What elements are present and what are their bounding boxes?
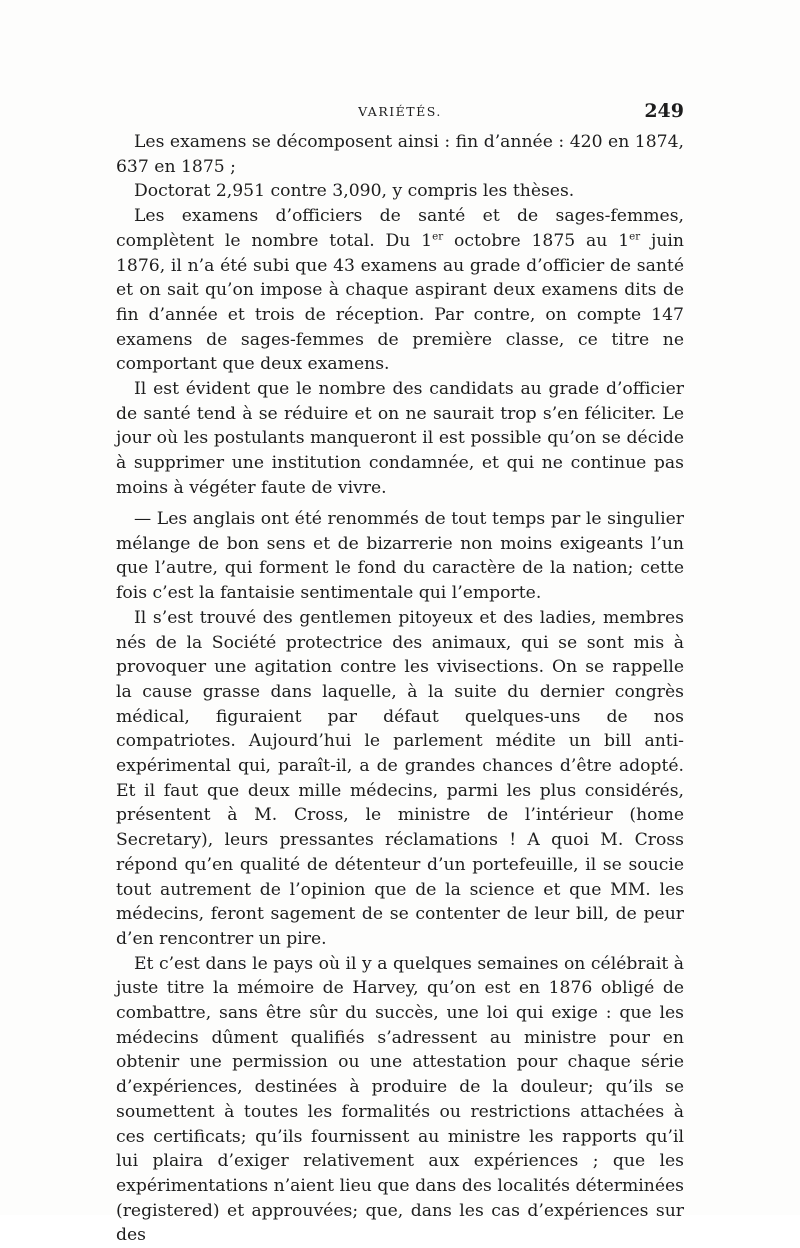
paragraph-doctorat: Doctorat 2,951 contre 3,090, y compris les thèses.: [134, 181, 575, 202]
superscript-er: er: [432, 230, 444, 243]
paragraph-anglais: — Les anglais ont été renommés de tout temps par le singulier mélange de bon sens et de bizarrerie non moins exigeants l’un que l’autre, qui forment le fond du caractère de la nation; cette fois c’est la fantaisie sentimentale qui l’emporte.: [116, 509, 684, 604]
section-vivisection: [116, 507, 684, 1248]
section-exam-statistics: [116, 130, 684, 501]
paragraph-exam-breakdown: Les examens se décomposent ainsi : fin d’année : 420 en 1874, 637 en 1875 ;: [116, 132, 684, 177]
text-run: juin 1876, il n’a été subi que 43 examens au grade d’officier de santé et on sait qu’on impose à chaque aspirant deux examens dits de fin d’année et trois de réception. Par contre, on compte 147 examens de sages-femmes de première classe, ce titre ne comportant que deux examens.: [116, 230, 684, 375]
paragraph-officiers-sages-femmes: [116, 204, 684, 377]
paragraph-harvey-loi: Et c’est dans le pays où il y a quelques semaines on célébrait à juste titre la mémoire de Harvey, qu’on est en 1876 obligé de combattre, sans être sûr du succès, une loi qui exige : que les médecins dûment qualifiés s’adressent au ministre pour en obtenir une permission ou une attestation pour chaque série d’expériences, destinées à produire de la douleur; qu’ils se soumettent à toutes les formalités ou restrictions attachées à ces certificats; qu’ils fournissent au ministre les rapports qu’il lui plaira d’exiger relativement aux expériences ; que les expérimentations n’aient lieu que dans des localités déterminées (registered) et approuvées; que, dans les cas d’expériences sur des: [116, 953, 684, 1246]
paragraph-officier-sante-decline: Il est évident que le nombre des candidats au grade d’officier de santé tend à se réduire et on ne saurait trop s’en féliciter. Le jour où les postulants manqueront il est possible qu’on se décide à supprimer une institution condamnée, et qui ne continue pas moins à végéter faute de vivre.: [116, 379, 684, 498]
running-title: VARIÉTÉS.: [358, 104, 442, 119]
superscript-er: er: [629, 230, 641, 243]
page-header: [116, 100, 684, 126]
text-run: octobre 1875 au 1: [443, 230, 630, 251]
text-run: Les examens d’officiers de santé et de sages-femmes, complètent le nombre total. Du 1: [116, 206, 684, 251]
page-number: 249: [644, 100, 684, 122]
paragraph-gentlemen-ladies: Il s’est trouvé des gentlemen pitoyeux et des ladies, membres nés de la Société protectrice des animaux, qui se sont mis à provoquer une agitation contre les vivisections. On se rappelle la cause grasse dans laquelle, à la suite du dernier congrès médical, figuraient par défaut quelques-uns de nos compatriotes. Aujourd’hui le parlement médite un bill anti-expérimental qui, paraît-il, a de grandes chances d’être adopté. Et il faut que deux mille médecins, parmi les plus considérés, présentent à M. Cross, le ministre de l’intérieur (home Secretary), leurs pressantes réclamations ! A quoi M. Cross répond qu’en qualité de détenteur d’un portefeuille, il se soucie tout autrement de l’opinion que de la science et que MM. les médecins, feront sagement de se contenter de leur bill, de peur d’en rencontrer un pire.: [116, 607, 684, 949]
